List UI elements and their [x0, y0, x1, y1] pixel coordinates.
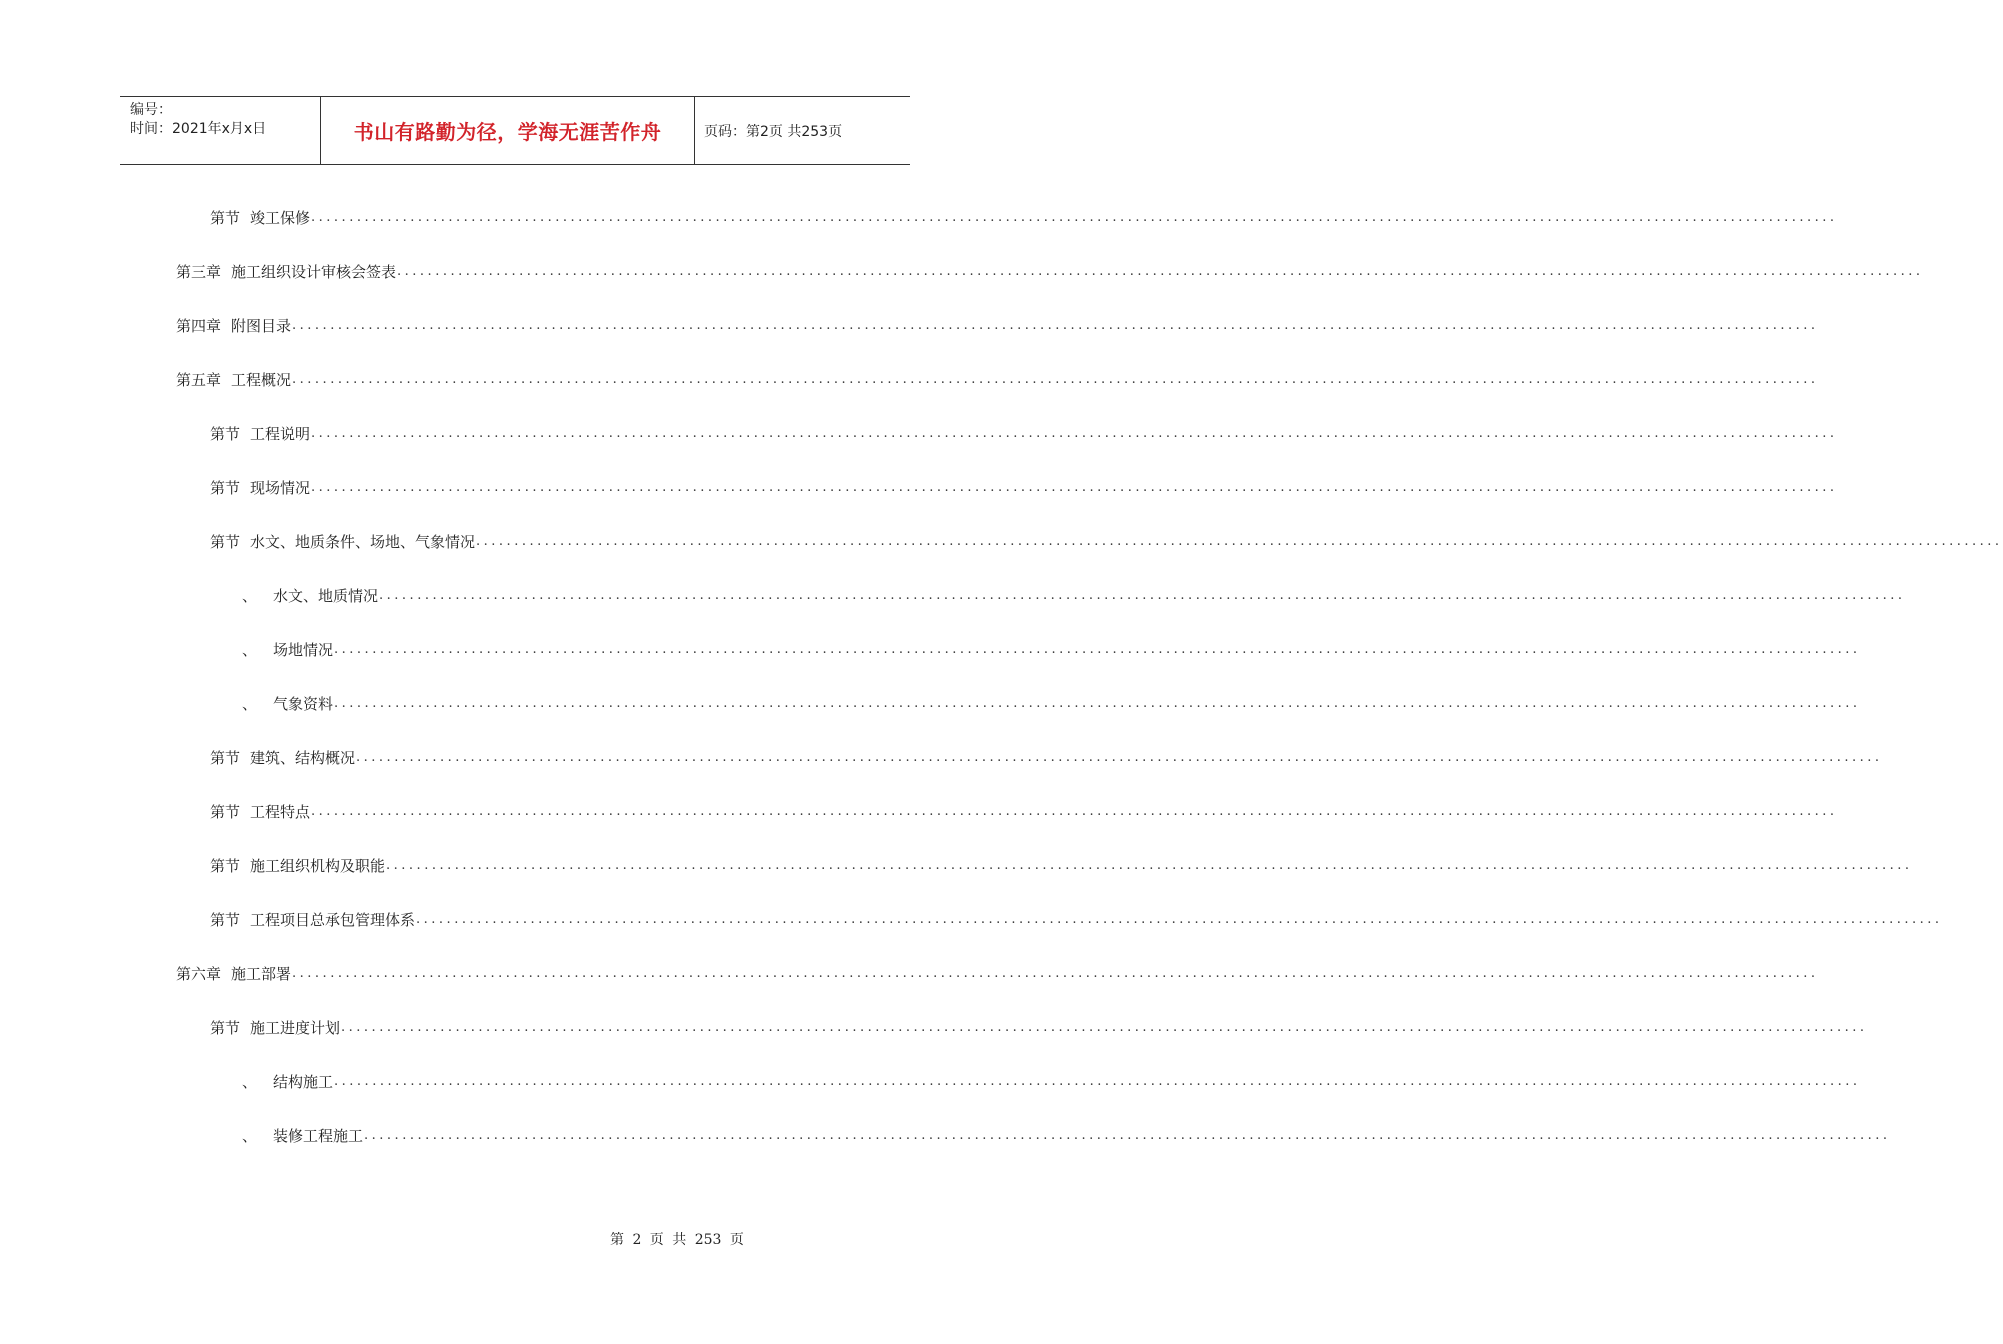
- toc-dot-leader: ........................................................................................................................................................................................................: [334, 696, 1861, 711]
- toc-entry-title: 气象资料: [273, 695, 334, 713]
- toc-entry-title: 装修工程施工: [273, 1127, 364, 1145]
- toc-entry: [210, 531, 2003, 553]
- toc-entry-label: [210, 1017, 340, 1039]
- toc-entry-prefix: 第节: [210, 533, 241, 551]
- toc-entry-label: [210, 801, 310, 823]
- toc-dot-leader: ........................................................................................................................................................................................................: [356, 750, 1883, 765]
- toc-dot-leader: ........................................................................................................................................................................................................: [364, 1128, 1891, 1143]
- toc-entry-title: 附图目录: [231, 317, 292, 335]
- toc-dot-leader: ........................................................................................................................................................................................................: [311, 480, 1838, 495]
- toc-entry-prefix: 第六章: [176, 965, 222, 983]
- toc-entry-label: [176, 261, 396, 283]
- toc-entry: [210, 477, 1838, 499]
- toc-entry: [210, 855, 1913, 877]
- toc-entry: [176, 369, 1819, 391]
- toc-entry-label: [242, 585, 378, 607]
- toc-dot-leader: ........................................................................................................................................................................................................: [292, 966, 1819, 981]
- toc-entry: [242, 639, 1861, 661]
- page-header: [120, 96, 910, 165]
- toc-entry-prefix: 第节: [210, 803, 241, 821]
- toc-entry-label: [210, 207, 310, 229]
- toc-entry-title: 建筑、结构概况: [250, 749, 356, 767]
- toc-entry-prefix: 第节: [210, 857, 241, 875]
- toc-entry-title: 现场情况: [250, 479, 311, 497]
- toc-entry-title: 工程特点: [250, 803, 311, 821]
- toc-entry-title: 水文、地质情况: [273, 587, 379, 605]
- toc-entry-title: 施工进度计划: [250, 1019, 341, 1037]
- header-motto: 书山有路勤为径，学海无涯苦作舟: [321, 97, 695, 164]
- toc-entry: [242, 1125, 1891, 1147]
- toc-entry-prefix: 第节: [210, 1019, 241, 1037]
- toc-entry-title: 施工部署: [231, 965, 292, 983]
- toc-entry: [210, 909, 1943, 931]
- toc-dot-leader: ........................................................................................................................................................................................................: [416, 912, 1943, 927]
- toc-dot-leader: ........................................................................................................................................................................................................: [292, 318, 1819, 333]
- toc-entry-label: [210, 855, 385, 877]
- toc-entry-prefix: 第节: [210, 209, 241, 227]
- toc-entry: [210, 1017, 1868, 1039]
- toc-entry: [210, 207, 1838, 229]
- toc-entry-label: [242, 1125, 363, 1147]
- toc-dot-leader: ........................................................................................................................................................................................................: [334, 1074, 1861, 1089]
- toc-entry-prefix: 第节: [210, 479, 241, 497]
- toc-entry-prefix: 、: [242, 1073, 258, 1091]
- document-time-label: 时间：2021年x月x日: [130, 121, 267, 137]
- toc-entry-title: 场地情况: [273, 641, 334, 659]
- toc-entry-prefix: 、: [242, 1127, 258, 1145]
- page-footer: 第 2 页 共 253 页: [610, 1232, 744, 1248]
- toc-entry-label: [210, 477, 310, 499]
- toc-entry-label: [210, 909, 415, 931]
- toc-dot-leader: ........................................................................................................................................................................................................: [397, 264, 1924, 279]
- toc-entry-prefix: 第节: [210, 749, 241, 767]
- toc-entry-title: 工程项目总承包管理体系: [250, 911, 416, 929]
- toc-entry: [210, 801, 1838, 823]
- toc-entry-label: [210, 747, 355, 769]
- toc-entry: [242, 693, 1861, 715]
- toc-dot-leader: ........................................................................................................................................................................................................: [341, 1020, 1868, 1035]
- toc-entry: [242, 585, 1906, 607]
- toc-entry-label: [176, 315, 291, 337]
- document-number-label: 编号：: [130, 102, 172, 118]
- toc-entry-prefix: 、: [242, 695, 258, 713]
- toc-entry-label: [242, 639, 333, 661]
- toc-entry-label: [176, 369, 291, 391]
- toc-entry: [210, 423, 1838, 445]
- toc-entry-label: [176, 963, 291, 985]
- toc-entry-title: 工程概况: [231, 371, 292, 389]
- header-page-label: 页码：第2页 共253页: [704, 123, 843, 140]
- toc-entry: [242, 1071, 1861, 1093]
- toc-dot-leader: ........................................................................................................................................................................................................: [311, 210, 1838, 225]
- toc-entry-prefix: 、: [242, 641, 258, 659]
- toc-entry-label: [210, 531, 475, 553]
- toc-entry-prefix: 、: [242, 587, 258, 605]
- toc-entry: [176, 261, 1924, 283]
- toc-entry-title: 水文、地质条件、场地、气象情况: [250, 533, 476, 551]
- toc-entry-title: 结构施工: [273, 1073, 334, 1091]
- toc-entry: [176, 963, 1819, 985]
- toc-dot-leader: ........................................................................................................................................................................................................: [311, 426, 1838, 441]
- toc-entry-title: 竣工保修: [250, 209, 311, 227]
- toc-dot-leader: ........................................................................................................................................................................................................: [476, 534, 2003, 549]
- toc-entry-prefix: 第五章: [176, 371, 222, 389]
- toc-dot-leader: ........................................................................................................................................................................................................: [334, 642, 1861, 657]
- toc-entry-title: 工程说明: [250, 425, 311, 443]
- toc-entry-prefix: 第节: [210, 425, 241, 443]
- toc-entry-prefix: 第节: [210, 911, 241, 929]
- toc-entry-prefix: 第三章: [176, 263, 222, 281]
- header-meta: [120, 97, 321, 164]
- toc-entry-title: 施工组织设计审核会签表: [231, 263, 397, 281]
- toc-dot-leader: ........................................................................................................................................................................................................: [379, 588, 1906, 603]
- toc-entry-label: [210, 423, 310, 445]
- toc-entry: [176, 315, 1819, 337]
- toc-dot-leader: ........................................................................................................................................................................................................: [292, 372, 1819, 387]
- toc-dot-leader: ........................................................................................................................................................................................................: [386, 858, 1913, 873]
- toc-entry-prefix: 第四章: [176, 317, 222, 335]
- toc-dot-leader: ........................................................................................................................................................................................................: [311, 804, 1838, 819]
- toc-entry-title: 施工组织机构及职能: [250, 857, 386, 875]
- toc-entry-label: [242, 1071, 333, 1093]
- toc-entry-label: [242, 693, 333, 715]
- toc-entry: [210, 747, 1883, 769]
